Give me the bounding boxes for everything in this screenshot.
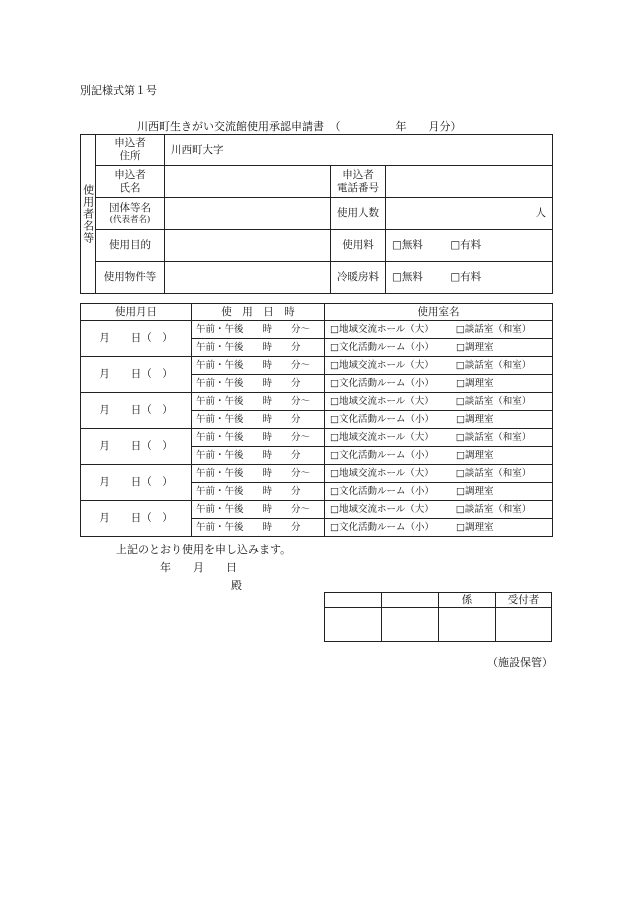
applicant-side-label-cell — [81, 135, 96, 294]
phone-field[interactable] — [386, 166, 553, 198]
reception-table — [324, 592, 552, 642]
end-time-field[interactable]: 午前・午後 時 分 — [192, 483, 325, 501]
fee-label: 使用料 — [331, 230, 386, 262]
schedule-rows — [81, 321, 553, 537]
start-time-field[interactable]: 午前・午後 時 分〜 — [192, 357, 325, 375]
group-label-cell — [96, 198, 165, 230]
schedule-table — [80, 303, 553, 537]
room-options-row-a — [325, 393, 553, 411]
end-time-field[interactable]: 午前・午後 時 分 — [192, 411, 325, 429]
end-time-field[interactable]: 午前・午後 時 分 — [192, 375, 325, 393]
room-kitchen-checkbox[interactable]: □調理室 — [455, 377, 494, 389]
heating-label: 冷暖房料 — [331, 262, 386, 294]
end-time-field[interactable]: 午前・午後 時 分 — [192, 519, 325, 537]
room-large-checkbox[interactable]: □地域交流ホール（大） — [330, 431, 434, 443]
application-date[interactable]: 年 月 日 — [160, 561, 237, 574]
start-time-field[interactable]: 午前・午後 時 分〜 — [192, 429, 325, 447]
room-small-checkbox[interactable]: □文化活動ルーム（小） — [330, 521, 434, 533]
schedule-date-field[interactable]: 月 日（ ） — [81, 429, 192, 465]
name-field[interactable] — [165, 166, 331, 198]
address-field[interactable]: 川西町大字 — [165, 135, 553, 166]
start-time-field[interactable]: 午前・午後 時 分〜 — [192, 501, 325, 519]
users-count-field[interactable] — [386, 198, 553, 230]
room-large-checkbox[interactable]: □地域交流ホール（大） — [330, 323, 434, 335]
applicant-table — [80, 134, 553, 294]
room-japanese-checkbox[interactable]: □談話室（和室） — [455, 431, 532, 443]
reception-header-receiver: 受付者 — [496, 593, 552, 608]
schedule-date-field[interactable]: 月 日（ ） — [81, 393, 192, 429]
start-time-field[interactable]: 午前・午後 時 分〜 — [192, 393, 325, 411]
group-sub-label: (代表者名) — [109, 214, 151, 225]
reception-stamp-staff[interactable] — [439, 608, 496, 642]
end-time-field[interactable]: 午前・午後 時 分 — [192, 447, 325, 465]
schedule-date-field[interactable]: 月 日（ ） — [81, 357, 192, 393]
room-large-checkbox[interactable]: □地域交流ホール（大） — [330, 395, 434, 407]
start-time-field[interactable]: 午前・午後 時 分〜 — [192, 465, 325, 483]
reception-header-1 — [325, 593, 382, 608]
purpose-label: 使用目的 — [96, 230, 165, 262]
room-kitchen-checkbox[interactable]: □調理室 — [455, 521, 494, 533]
room-kitchen-checkbox[interactable]: □調理室 — [455, 341, 494, 353]
fee-options — [386, 230, 553, 262]
room-options-row-a — [325, 465, 553, 483]
header-room: 使用室名 — [325, 304, 553, 321]
header-time: 使 用 日 時 — [192, 304, 325, 321]
heating-paid-checkbox[interactable]: □有料 — [450, 271, 482, 284]
room-options-row-a — [325, 357, 553, 375]
address-label: 申込者 住所 — [96, 135, 165, 166]
room-kitchen-checkbox[interactable]: □調理室 — [455, 413, 494, 425]
room-kitchen-checkbox[interactable]: □調理室 — [455, 449, 494, 461]
form-number: 別記様式第１号 — [80, 84, 157, 97]
room-large-checkbox[interactable]: □地域交流ホール（大） — [330, 503, 434, 515]
applicant-side-label: 使用者名等 — [81, 184, 95, 244]
facility-note: （施設保管） — [487, 656, 553, 669]
room-japanese-checkbox[interactable]: □談話室（和室） — [455, 359, 532, 371]
room-kitchen-checkbox[interactable]: □調理室 — [455, 485, 494, 497]
reception-header-2 — [382, 593, 439, 608]
schedule-date-field[interactable]: 月 日（ ） — [81, 321, 192, 357]
room-small-checkbox[interactable]: □文化活動ルーム（小） — [330, 413, 434, 425]
reception-stamp-1[interactable] — [325, 608, 382, 642]
room-options-row-b — [325, 519, 553, 537]
fee-free-checkbox[interactable]: □無料 — [392, 239, 423, 252]
reception-stamp-receiver[interactable] — [496, 608, 552, 642]
room-options-row-b — [325, 447, 553, 465]
room-large-checkbox[interactable]: □地域交流ホール（大） — [330, 467, 434, 479]
addressee: 殿 — [231, 579, 242, 592]
room-options-row-b — [325, 483, 553, 501]
heating-options — [386, 262, 553, 294]
statement: 上記のとおり使用を申し込みます。 — [116, 543, 292, 556]
room-options-row-b — [325, 375, 553, 393]
schedule-date-field[interactable]: 月 日（ ） — [81, 501, 192, 537]
room-options-row-a — [325, 501, 553, 519]
fee-paid-checkbox[interactable]: □有料 — [450, 239, 482, 252]
users-count-unit: 人 — [535, 207, 547, 220]
room-japanese-checkbox[interactable]: □談話室（和室） — [455, 503, 532, 515]
room-large-checkbox[interactable]: □地域交流ホール（大） — [330, 359, 434, 371]
end-time-field[interactable]: 午前・午後 時 分 — [192, 339, 325, 357]
header-date: 使用月日 — [81, 304, 192, 321]
room-small-checkbox[interactable]: □文化活動ルーム（小） — [330, 377, 434, 389]
schedule-date-field[interactable]: 月 日（ ） — [81, 465, 192, 501]
room-options-row-b — [325, 339, 553, 357]
reception-stamp-2[interactable] — [382, 608, 439, 642]
purpose-field[interactable] — [165, 230, 331, 262]
reception-header-staff: 係 — [439, 593, 496, 608]
phone-label: 申込者 電話番号 — [331, 166, 386, 198]
room-japanese-checkbox[interactable]: □談話室（和室） — [455, 467, 532, 479]
group-field[interactable] — [165, 198, 331, 230]
room-japanese-checkbox[interactable]: □談話室（和室） — [455, 395, 532, 407]
users-count-label: 使用人数 — [331, 198, 386, 230]
name-label: 申込者 氏名 — [96, 166, 165, 198]
heating-free-checkbox[interactable]: □無料 — [392, 271, 423, 284]
room-small-checkbox[interactable]: □文化活動ルーム（小） — [330, 449, 434, 461]
page-title: 川西町生きがい交流館使用承認申請書 （ 年 月分） — [137, 120, 462, 133]
room-small-checkbox[interactable]: □文化活動ルーム（小） — [330, 485, 434, 497]
room-options-row-b — [325, 411, 553, 429]
room-options-row-a — [325, 429, 553, 447]
room-options-row-a — [325, 321, 553, 339]
items-field[interactable] — [165, 262, 331, 294]
start-time-field[interactable]: 午前・午後 時 分〜 — [192, 321, 325, 339]
room-small-checkbox[interactable]: □文化活動ルーム（小） — [330, 341, 434, 353]
items-label: 使用物件等 — [96, 262, 165, 294]
group-label: 団体等名 — [109, 202, 151, 215]
room-japanese-checkbox[interactable]: □談話室（和室） — [455, 323, 532, 335]
